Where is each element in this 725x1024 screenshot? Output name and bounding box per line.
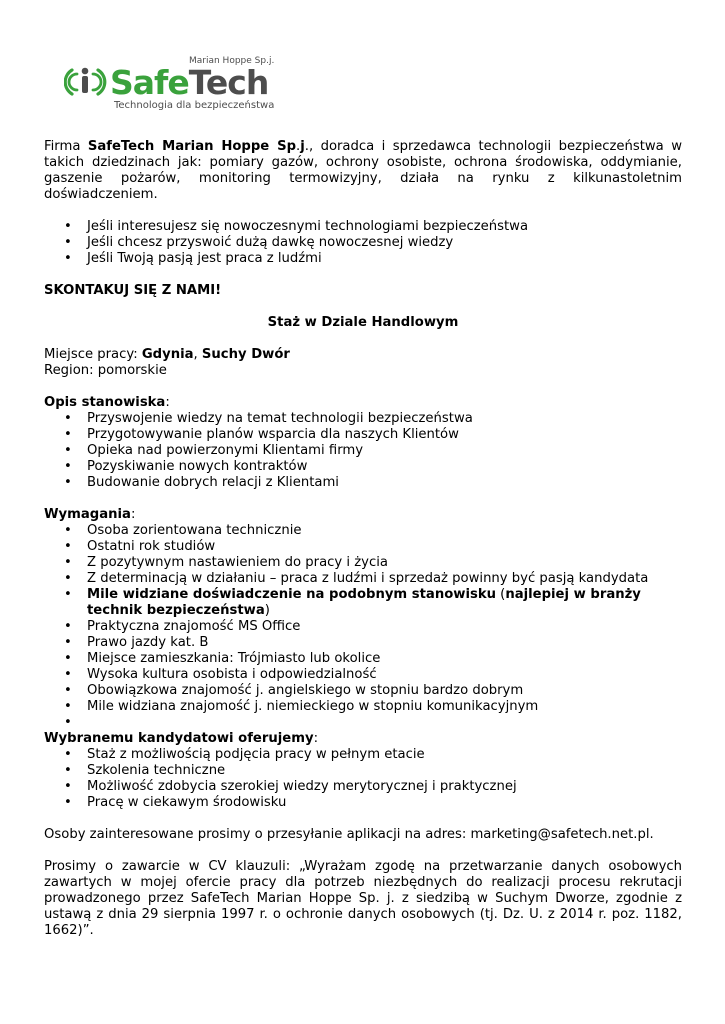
intro-rest: ., doradca i sprzedawca technologii bezpieczeństwa w takich dziedzinach jak: pomiary gazów, ochrony osobiste, ochrona środowiska, oddymianie, gaszenie pożarów, monitoring termowizyjny, działa na rynku z kilkunastoletnim doświadczeniem. [44,139,682,202]
list-item: • Ostatni rok studiów [44,539,682,555]
region-line: Region: pomorskie [44,363,167,378]
list-item: • Z pozytywnym nastawieniem do pracy i życia [44,555,682,571]
list-item: • Jeśli chcesz przyswoić dużą dawkę nowoczesnej wiedzy [44,235,682,251]
location-label: Miejsce pracy: [44,347,142,362]
list-item-empty [44,715,682,731]
list-item: • Miejsce zamieszkania: Trójmiasto lub okolice [44,651,682,667]
logo-tagline: Technologia dla bezpieczeństwa [114,100,275,111]
location-separator: , [193,347,202,362]
list-item: • Szkolenia techniczne [44,763,682,779]
wymagania-list [44,523,682,731]
experience-text: Mile widziane doświadczenie na podobnym stanowisku [87,587,496,602]
opis-heading [44,395,682,411]
intro-dot: . [296,139,301,154]
person-signal-icon [65,68,105,94]
oferujemy-colon: : [313,731,319,746]
list-item: • Przyswojenie wiedzy na temat technologii bezpieczeństwa [44,411,682,427]
position-title-text: Staż w Dziale Handlowym [267,315,459,330]
apply-paragraph: Osoby zainteresowane prosimy o przesyłanie aplikacji na adres: marketing@safetech.net.pl. [44,827,654,842]
intro-lead: Firma [44,139,88,154]
list-item: • Przygotowywanie planów wsparcia dla naszych Klientów [44,427,682,443]
list-item: • Jeśli Twoją pasją jest praca z ludźmi [44,251,682,267]
list-item: • Wysoka kultura osobista i odpowiedzialność [44,667,682,683]
list-item: • Praktyczna znajomość MS Office [44,619,682,635]
svg-text:SafeTech [110,63,268,102]
intro-company-name: SafeTech Marian Hoppe Sp [87,139,297,154]
opis-heading-text: Opis stanowiska [44,395,166,410]
document-body [44,139,682,939]
experience-open-paren: ( [495,587,506,602]
logo-brand-tech: Tech [188,63,269,102]
wymagania-colon: : [130,507,136,522]
list-item: • Pracę w ciekawym środowisku [44,795,682,811]
wymagania-heading [44,507,682,523]
list-item: • Pozyskiwanie nowych kontraktów [44,459,682,475]
opis-colon: : [165,395,170,410]
logo-graphic [64,54,294,112]
oferujemy-list [44,747,682,811]
logo-company-line: Marian Hoppe Sp.j. [189,56,275,66]
list-item: • Z determinacją w działaniu – praca z ludźmi i sprzedaż powinny być pasją kandydata [44,571,682,587]
list-item: • Możliwość zdobycia szerokiej wiedzy merytorycznej i praktycznej [44,779,682,795]
list-item: • Prawo jazdy kat. B [44,635,682,651]
intro-paragraph [44,139,682,203]
list-item: • Osoba zorientowana technicznie [44,523,682,539]
location-city-gdynia: Gdynia [141,347,194,362]
list-item: • Mile widziana znajomość j. niemieckiego w stopniu komunikacyjnym [44,699,682,715]
list-item-experience [44,587,682,619]
opis-list [44,411,682,491]
list-item: • Jeśli interesujesz się nowoczesnymi technologiami bezpieczeństwa [44,219,682,235]
oferujemy-heading [44,731,682,747]
list-item: • Budowanie dobrych relacji z Klientami [44,475,682,491]
logo-brand-safe: Safe [110,63,189,102]
contact-heading [44,283,682,299]
list-item: • Obowiązkowa znajomość j. angielskiego w stopniu bardzo dobrym [44,683,682,699]
experience-close-paren: ) [264,603,270,618]
position-title [44,315,682,331]
intro-bullet-list [44,219,682,267]
safetech-logo [64,54,294,112]
experience-industry-text: najlepiej w branży technik bezpieczeństwa [87,587,641,618]
gdpr-clause-paragraph: Prosimy o zawarcie w CV klauzuli: „Wyrażam zgodę na przetwarzanie danych osobowych zawartych w mojej ofercie pracy dla potrzeb niezbędnych do realizacji procesu rekrutacji prowadzonego przez SafeTech Marian Hoppe Sp. j. z siedzibą w Suchym Dworze, zgodnie z ustawą z dnia 29 sierpnia 1997 r. o ochronie danych osobowych (tj. Dz. U. z 2014 r. poz. 1182, 1662)”. [44,859,682,938]
contact-heading-text: SKONTAKUJ SIĘ Z NAMI! [44,283,222,298]
intro-company-j: j [300,139,305,154]
location-city-suchy-dwor: Suchy Dwór [201,347,290,362]
location-line [44,347,682,363]
wymagania-heading-text: Wymagania [44,507,131,522]
list-item: • Opieka nad powierzonymi Klientami firmy [44,443,682,459]
list-item: • Staż z możliwością podjęcia pracy w pełnym etacie [44,747,682,763]
oferujemy-heading-text: Wybranemu kandydatowi oferujemy [44,731,314,746]
